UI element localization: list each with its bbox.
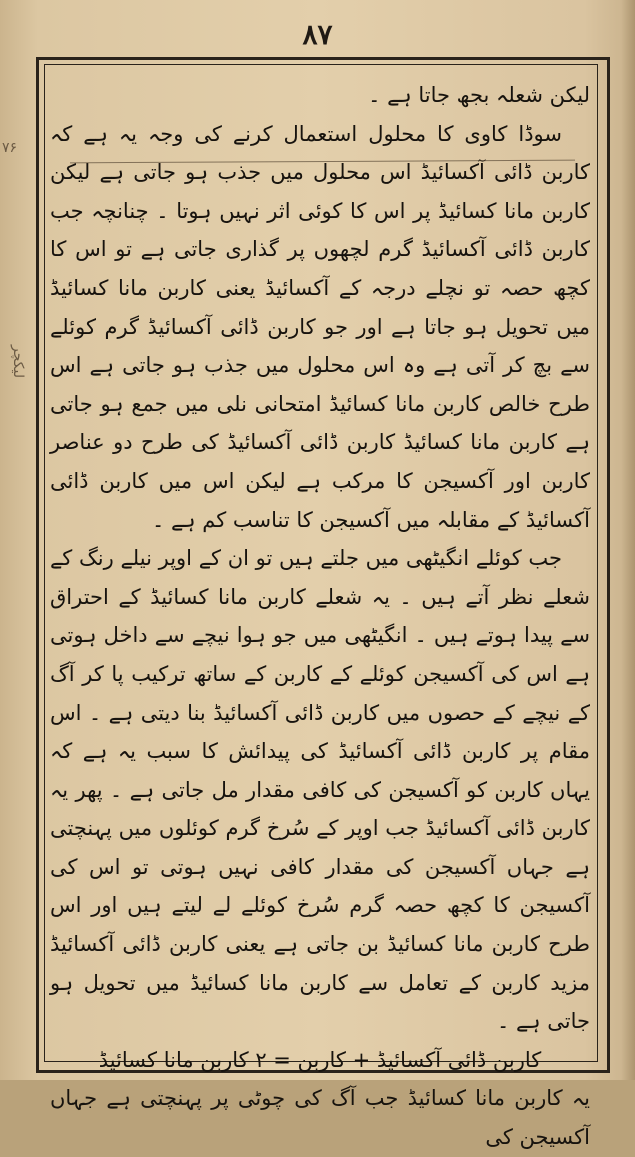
margin-note-left: لیکچر bbox=[10, 345, 26, 378]
page-edge-shadow bbox=[621, 0, 635, 1080]
page-number: ۸۷ bbox=[302, 18, 333, 51]
paragraph-soda-solution: سوڈا کاوی کا محلول استعمال کرنے کی وجہ یہ ہے کہ کاربن ڈائی آکسائیڈ اس محلول میں جذب ہو جاتی ہے لیکن کاربن مانا کسائیڈ پر اس کا کوئی اثر نہیں ہوتا ۔ چنانچہ جب کاربن ڈائی آکسائیڈ گرم لچھوں پر گذاری جاتی ہے تو اس کا کچھ حصہ تو نچلے درجہ کے آکسائیڈ یعنی کاربن مانا کسائیڈ میں تحویل ہو جاتا ہے اور جو کاربن ڈائی آکسائیڈ گرم کوئلے سے بچ کر آتی ہے وہ اس محلول میں جذب ہو جاتی ہے اس طرح خالص کاربن مانا کسائیڈ امتحانی نلی میں جمع ہو جاتی ہے کاربن مانا کسائیڈ کاربن ڈائی آکسائیڈ کی طرح دو عناصر کاربن اور آکسیجن کا مرکب ہے لیکن اس میں کاربن ڈائی آکسائیڈ کے مقابلہ میں آکسیجن کا تناسب کم ہے ۔ bbox=[50, 121, 590, 532]
paragraph-intro: لیکن شعلہ بجھ جاتا ہے ۔ bbox=[368, 83, 590, 107]
paragraph-continuation: یہ کاربن مانا کسائیڈ جب آگ کی چوٹی پر پہنچتی ہے جہاں آکسیجن کی bbox=[50, 1086, 590, 1150]
paragraph-furnace-flames: جب کوئلے انگیٹھی میں جلتے ہیں تو ان کے اوپر نیلے رنگ کے شعلے نظر آتے ہیں ۔ یہ شعلے کاربن مانا کسائیڈ کے احتراق سے پیدا ہوتے ہیں ۔ انگیٹھی میں جو ہوا نیچے سے داخل ہوتی ہے اس کی آکسیجن کوئلے کے کاربن کے ساتھ ترکیب پا کر آگ کے نیچے کے حصوں میں کاربن ڈائی آکسائیڈ بنا دیتی ہے ۔ اس مقام پر کاربن ڈائی آکسائیڈ کی پیدائش کا سبب یہ ہے کہ یہاں کاربن کو آکسیجن کی کافی مقدار مل جاتی ہے ۔ پھر یہ کاربن ڈائی آکسائیڈ جب اوپر کے سُرخ گرم کوئلوں میں پہنچتی ہے جہاں آکسیجن کی مقدار کافی نہیں ہوتی تو اس کی آکسیجن کا کچھ حصہ گرم سُرخ کوئلے لے لیتے ہیں اور اس طرح کاربن مانا کسائیڈ بن جاتی ہے یعنی کاربن ڈائی آکسائیڈ مزید کاربن کے تعامل سے کاربن مانا کسائیڈ میں تحویل ہو جاتی ہے ۔ bbox=[50, 546, 590, 1034]
margin-note-top: ۷۶ bbox=[2, 140, 18, 156]
chemical-equation: کاربن ڈائی آکسائیڈ + کاربن = ۲ کاربن مانا کسائیڈ bbox=[98, 1047, 542, 1072]
page-body bbox=[50, 76, 590, 1157]
